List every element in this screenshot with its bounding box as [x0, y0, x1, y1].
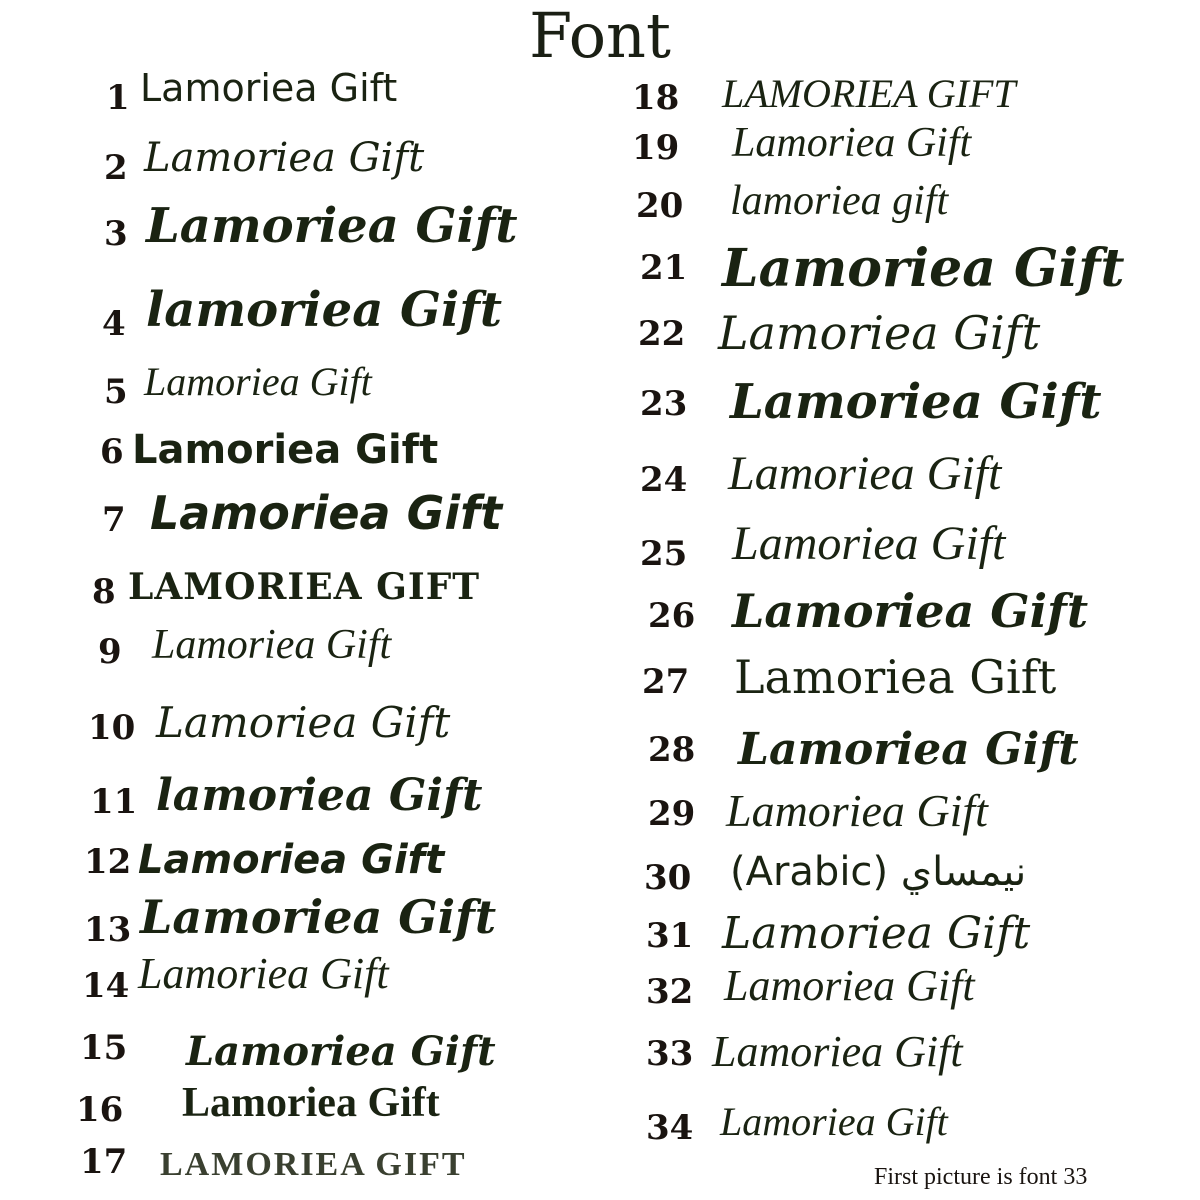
font-sample: Lamoriea Gift: [732, 517, 1006, 570]
font-number: 1: [106, 78, 130, 118]
font-number: 20: [636, 186, 684, 226]
font-number: 30: [644, 858, 692, 898]
font-sample: Lamoriea Gift: [138, 837, 445, 883]
font-sample: Lamoriea Gift: [150, 486, 503, 540]
font-sample: Lamoriea Gift: [720, 1099, 948, 1144]
font-number: 34: [646, 1108, 694, 1148]
font-number: 33: [646, 1034, 694, 1074]
font-sample: Lamoriea Gift: [138, 949, 389, 998]
font-sample: Lamoriea Gift: [728, 447, 1002, 500]
font-sample: Lamoriea Gift: [732, 120, 972, 166]
font-sample: Lamoriea Gift: [718, 306, 1041, 360]
font-number: 8: [92, 572, 116, 612]
font-number: 32: [646, 972, 694, 1012]
font-sample: lamoriea Gift: [156, 770, 483, 821]
font-sample: lamoriea Gift: [146, 282, 503, 338]
font-number: 10: [88, 708, 136, 748]
font-sample: Lamoriea Gift: [722, 238, 1125, 299]
font-sample: Lamoriea Gift: [140, 66, 398, 110]
font-number: 16: [76, 1090, 124, 1130]
font-sample: Lamoriea Gift: [146, 198, 518, 254]
footnote: First picture is font 33: [874, 1164, 1088, 1190]
font-number: 4: [102, 304, 126, 344]
font-sample: Lamoriea Gift: [132, 427, 439, 473]
page-title: Font: [529, 0, 671, 72]
font-number: 29: [648, 794, 696, 834]
font-number: 6: [100, 432, 124, 472]
font-sample: Lamoriea Gift: [140, 890, 497, 944]
font-sample: Lamoriea Gift: [186, 1028, 496, 1075]
font-sample: Lamoriea Gift: [712, 1027, 963, 1076]
font-sample: Lamoriea Gift: [182, 1080, 440, 1126]
font-sample: Lamoriea Gift: [738, 724, 1079, 775]
font-number: 21: [640, 248, 688, 288]
font-number: 28: [648, 730, 696, 770]
font-number: 22: [638, 314, 686, 354]
font-number: 7: [102, 500, 126, 540]
font-number: 14: [82, 966, 130, 1006]
font-sample: Lamoriea Gift: [152, 622, 392, 668]
font-number: 13: [84, 910, 132, 950]
font-sample: Lamoriea Gift: [730, 374, 1102, 430]
font-sample: نيمساي (Arabic): [730, 849, 1027, 895]
font-number: 24: [640, 460, 688, 500]
font-sample: Lamoriea Gift: [732, 584, 1089, 638]
font-sample: Lamoriea Gift: [722, 908, 1031, 959]
font-number: 17: [80, 1142, 128, 1182]
font-number: 3: [104, 214, 128, 254]
font-sample: Lamoriea Gift: [144, 359, 372, 404]
font-number: 2: [104, 148, 128, 188]
font-number: 27: [642, 662, 690, 702]
font-sample: Lamoriea Gift: [156, 698, 451, 747]
font-number: 19: [632, 128, 680, 168]
font-number: 18: [632, 78, 680, 118]
font-number: 5: [104, 372, 128, 412]
font-sample: Lamoriea Gift: [724, 961, 975, 1010]
font-sample: Lamoriea Gift: [726, 785, 988, 836]
font-sample: Lamoriea Gift: [144, 135, 425, 181]
font-sample: LAMORIEA GIFT: [160, 1146, 467, 1183]
font-number: 25: [640, 534, 688, 574]
font-sample: LAMORIEA GIFT: [128, 566, 481, 608]
font-number: 15: [80, 1028, 128, 1068]
font-number: 26: [648, 596, 696, 636]
font-number: 11: [90, 782, 138, 822]
font-number: 12: [84, 842, 132, 882]
font-number: 9: [98, 632, 122, 672]
font-number: 31: [646, 916, 694, 956]
font-sample: lamoriea gift: [730, 178, 949, 224]
font-sample: LAMORIEA GIFT: [722, 71, 1016, 116]
font-number: 23: [640, 384, 688, 424]
font-sample: Lamoriea Gift: [734, 650, 1057, 704]
